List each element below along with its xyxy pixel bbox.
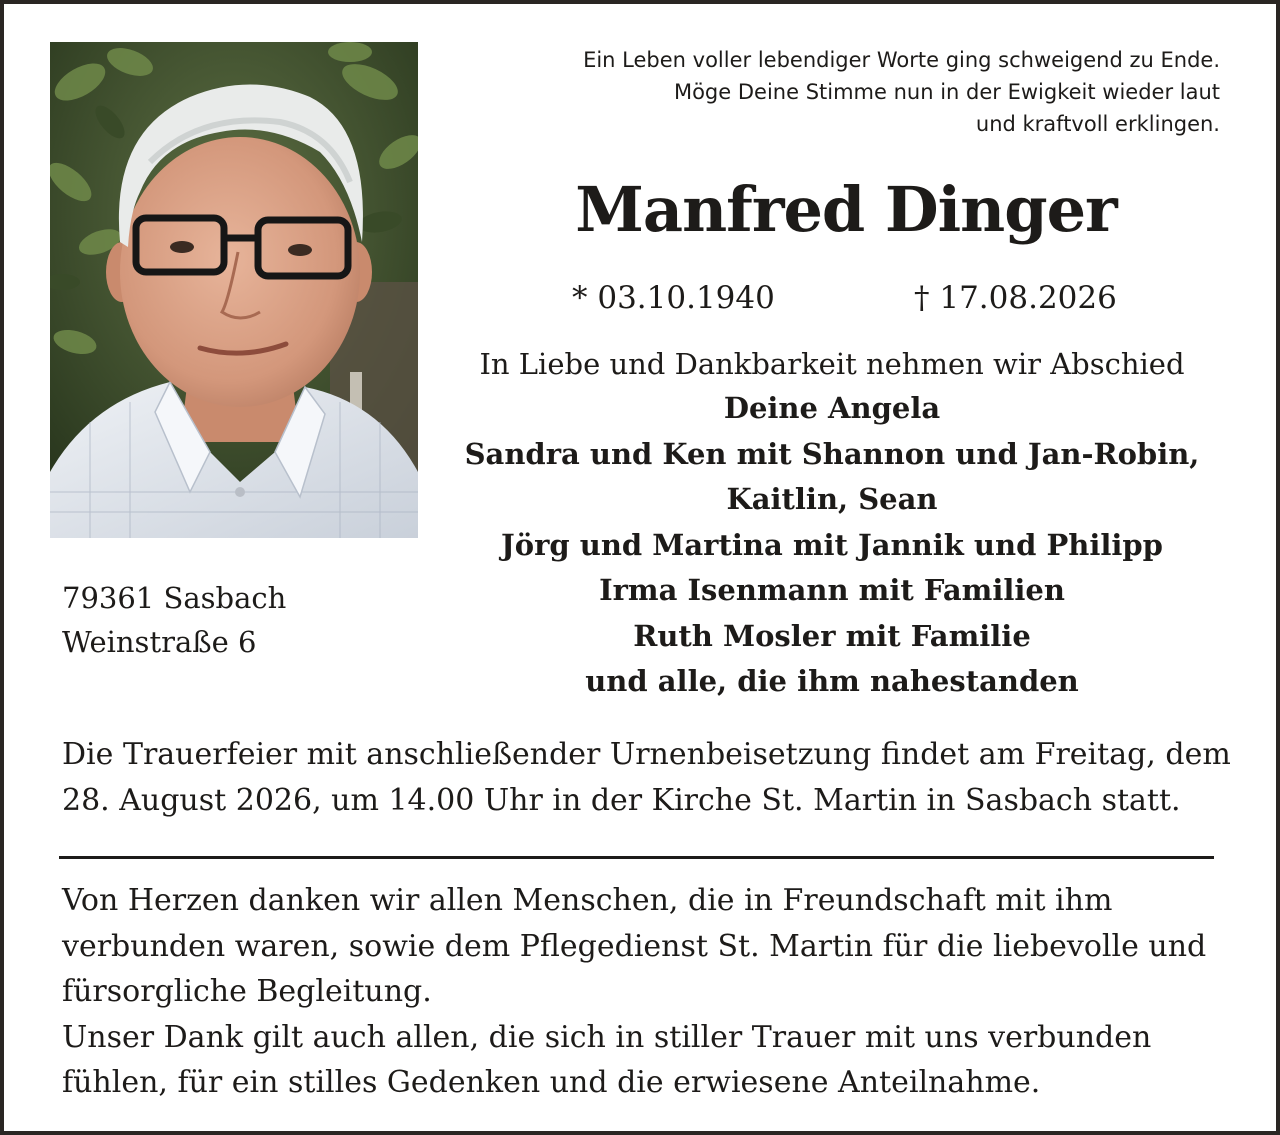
quote-line: Ein Leben voller lebendiger Worte ging schweigend zu Ende.: [583, 48, 1220, 72]
death-date: † 17.08.2026: [914, 280, 1117, 316]
service-line: 28. August 2026, um 14.00 Uhr in der Kirche St. Martin in Sasbach statt.: [62, 783, 1181, 818]
mourner-line: und alle, die ihm nahestanden: [585, 664, 1079, 698]
thanks-line: fürsorgliche Begleitung.: [62, 974, 432, 1009]
address-street: Weinstraße 6: [62, 625, 257, 659]
memorial-quote: [500, 44, 1220, 140]
mourner-line: Ruth Mosler mit Familie: [633, 618, 1031, 653]
mourner-line: Irma Isenmann mit Familien: [599, 573, 1065, 607]
service-line: Die Trauerfeier mit anschließender Urnenbeisetzung findet am Freitag, dem: [62, 737, 1231, 772]
mourner-line: Sandra und Ken mit Shannon und Jan-Robin,: [464, 436, 1200, 471]
thanks-text: [62, 878, 1232, 1106]
quote-line: und kraftvoll erklingen.: [975, 112, 1220, 136]
portrait-photo: [50, 42, 418, 538]
mourner-line: Deine Angela: [723, 391, 941, 425]
mourners-block: [444, 342, 1220, 705]
thanks-line: fühlen, für ein stilles Gedenken und die erwiesene Anteilnahme.: [62, 1065, 1041, 1100]
birth-date: * 03.10.1940: [572, 280, 775, 316]
thanks-line: Unser Dank gilt auch allen, die sich in stiller Trauer mit uns verbunden: [62, 1019, 1152, 1055]
quote-line: Möge Deine Stimme nun in der Ewigkeit wieder laut: [673, 80, 1220, 104]
thanks-line: Von Herzen danken wir allen Menschen, die in Freundschaft mit ihm: [62, 883, 1113, 918]
address-block: [62, 576, 286, 664]
mourner-line: Jörg und Martina mit Jannik und Philipp: [501, 527, 1163, 562]
farewell-intro: In Liebe und Dankbarkeit nehmen wir Abschied: [479, 347, 1185, 381]
deceased-name: Manfred Dinger: [575, 173, 1117, 246]
funeral-service-text: [62, 732, 1232, 824]
address-city: 79361 Sasbach: [62, 581, 287, 615]
thanks-line: verbunden waren, sowie dem Pflegedienst St. Martin für die liebevolle und: [62, 928, 1207, 964]
divider-line: [59, 856, 1214, 859]
mourner-line: Kaitlin, Sean: [726, 482, 938, 516]
